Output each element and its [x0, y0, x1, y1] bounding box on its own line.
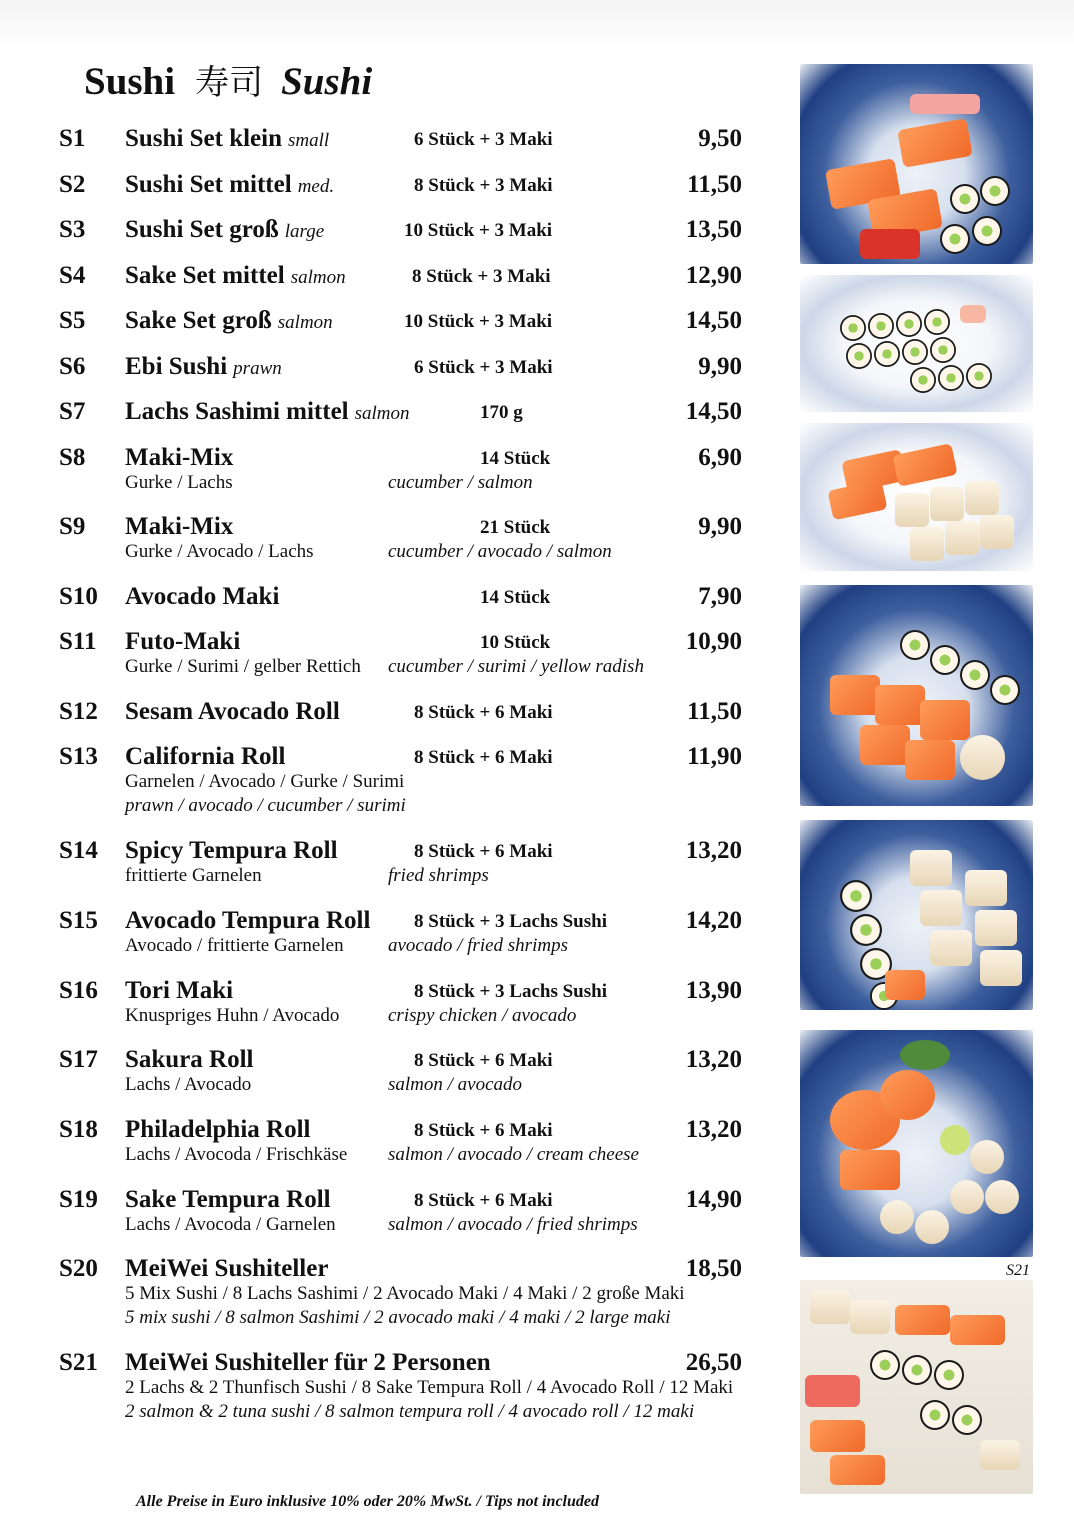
item-name: Lachs Sashimi mittel: [125, 398, 349, 425]
item-title: [125, 215, 324, 247]
item-description-en: avocado / fried shrimps: [388, 935, 568, 956]
item-description-de: Knuspriges Huhn / Avocado: [125, 1005, 340, 1026]
item-description-en: salmon / avocado / fried shrimps: [388, 1214, 638, 1235]
item-price: 10,90: [685, 628, 742, 655]
item-price: 11,90: [687, 743, 742, 770]
photo-s17: [800, 585, 1033, 806]
item-name: California Roll: [125, 743, 286, 770]
item-quantity: 8 Stück + 3 Lachs Sushi: [414, 981, 607, 1002]
item-price: 9,50: [698, 125, 742, 152]
item-name-en: salmon: [354, 403, 410, 424]
item-name: Avocado Maki: [125, 583, 280, 610]
item-price: 7,90: [698, 583, 742, 610]
item-name: Maki-Mix: [125, 513, 234, 540]
photo-s15: [800, 423, 1033, 571]
item-price: 12,90: [685, 262, 742, 289]
item-code: S9: [59, 513, 86, 540]
item-name: Avocado Tempura Roll: [125, 907, 371, 934]
item-name: Sushi Set klein: [125, 125, 283, 152]
item-quantity: 6 Stück + 3 Maki: [414, 129, 553, 150]
item-code: S8: [59, 444, 86, 471]
item-price: 14,50: [685, 398, 742, 425]
item-quantity: 8 Stück + 3 Maki: [412, 266, 551, 287]
item-name: Philadelphia Roll: [125, 1116, 311, 1143]
page-top-shade: [0, 0, 1074, 48]
item-code: S2: [59, 171, 86, 198]
item-description-de: Lachs / Avocoda / Frischkäse: [125, 1144, 348, 1165]
item-description-en: 5 mix sushi / 8 salmon Sashimi / 2 avocado maki / 4 maki / 2 large maki: [125, 1307, 671, 1328]
item-name: Sake Set groß: [125, 307, 272, 334]
item-quantity: 21 Stück: [480, 517, 551, 538]
title-en: Sushi: [281, 60, 373, 103]
item-quantity: 170 g: [480, 402, 523, 423]
item-code: S1: [59, 125, 86, 152]
price-footnote: Alle Preise in Euro inklusive 10% oder 20% MwSt. / Tips not included: [136, 1493, 599, 1510]
item-quantity: 10 Stück + 3 Maki: [404, 311, 553, 332]
item-title: [125, 124, 329, 156]
item-name-en: small: [288, 130, 330, 151]
title-de: Sushi: [84, 60, 176, 103]
item-price: 14,20: [685, 907, 742, 934]
item-code: S4: [59, 262, 86, 289]
item-code: S10: [59, 583, 98, 610]
item-price: 9,90: [698, 513, 742, 540]
item-name: Sushi Set groß: [125, 216, 279, 243]
item-code: S5: [59, 307, 86, 334]
item-description-de: Garnelen / Avocado / Gurke / Surimi: [125, 771, 405, 792]
item-name: MeiWei Sushiteller für 2 Personen: [125, 1349, 491, 1376]
item-price: 14,50: [685, 307, 742, 334]
item-quantity: 14 Stück: [480, 587, 551, 608]
photo-s3: [800, 64, 1033, 264]
item-description-en: cucumber / avocado / salmon: [388, 541, 612, 562]
item-price: 13,50: [685, 216, 742, 243]
item-quantity: 8 Stück + 6 Maki: [414, 841, 553, 862]
photo-label-s21: S21: [1006, 1262, 1030, 1279]
item-price: 14,90: [685, 1186, 742, 1213]
item-title: [125, 170, 334, 202]
item-price: 13,20: [685, 1046, 742, 1073]
item-quantity: 8 Stück + 6 Maki: [414, 1120, 553, 1141]
item-quantity: 10 Stück + 3 Maki: [404, 220, 553, 241]
item-price: 11,50: [687, 698, 742, 725]
item-name: Sesam Avocado Roll: [125, 698, 340, 725]
item-description-de: Gurke / Lachs: [125, 472, 233, 493]
item-name-en: salmon: [290, 267, 346, 288]
item-code: S6: [59, 353, 86, 380]
item-code: S7: [59, 398, 86, 425]
item-description-en: salmon / avocado / cream cheese: [388, 1144, 639, 1165]
item-code: S20: [59, 1255, 98, 1282]
page-title: [84, 58, 372, 107]
item-code: S11: [59, 628, 97, 655]
item-quantity: 8 Stück + 6 Maki: [414, 1050, 553, 1071]
item-name-en: salmon: [277, 312, 333, 333]
item-description-en: cucumber / salmon: [388, 472, 533, 493]
item-description-de: Avocado / frittierte Garnelen: [125, 935, 344, 956]
item-description-de: 2 Lachs & 2 Thunfisch Sushi / 8 Sake Tempura Roll / 4 Avocado Roll / 12 Maki: [125, 1377, 734, 1398]
item-code: S14: [59, 837, 98, 864]
item-title: [125, 397, 410, 429]
item-quantity: 8 Stück + 6 Maki: [414, 1190, 553, 1211]
photo-s20: [800, 1030, 1033, 1257]
item-code: S19: [59, 1186, 98, 1213]
item-code: S3: [59, 216, 86, 243]
item-description-de: Lachs / Avocoda / Garnelen: [125, 1214, 336, 1235]
item-price: 26,50: [685, 1349, 742, 1376]
item-price: 13,20: [685, 1116, 742, 1143]
item-quantity: 10 Stück: [480, 632, 551, 653]
item-quantity: 8 Stück + 6 Maki: [414, 747, 553, 768]
item-quantity: 14 Stück: [480, 448, 551, 469]
item-description-de: Gurke / Avocado / Lachs: [125, 541, 314, 562]
item-name: Sakura Roll: [125, 1046, 254, 1073]
item-code: S15: [59, 907, 98, 934]
item-description-en: salmon / avocado: [388, 1074, 523, 1095]
item-description-en: fried shrimps: [388, 865, 489, 886]
item-name-en: prawn: [233, 358, 282, 379]
item-name: Sake Set mittel: [125, 262, 285, 289]
item-quantity: 8 Stück + 3 Maki: [414, 175, 553, 196]
item-name: Sushi Set mittel: [125, 171, 292, 198]
item-name: Tori Maki: [125, 977, 234, 1004]
item-code: S17: [59, 1046, 98, 1073]
item-description-en: crispy chicken / avocado: [388, 1005, 577, 1026]
item-name: Maki-Mix: [125, 444, 234, 471]
item-code: S13: [59, 743, 98, 770]
item-title: [125, 261, 346, 293]
item-price: 13,90: [685, 977, 742, 1004]
item-quantity: 8 Stück + 6 Maki: [414, 702, 553, 723]
item-quantity: 8 Stück + 3 Lachs Sushi: [414, 911, 607, 932]
item-price: 13,20: [685, 837, 742, 864]
item-code: S12: [59, 698, 98, 725]
item-name-en: med.: [297, 176, 335, 197]
item-name: MeiWei Sushiteller: [125, 1255, 329, 1282]
item-code: S18: [59, 1116, 98, 1143]
item-name: Futo-Maki: [125, 628, 241, 655]
item-description-de: frittierte Garnelen: [125, 865, 262, 886]
photo-s10: [800, 275, 1033, 412]
photo-s18: [800, 820, 1033, 1010]
item-description-de: Lachs / Avocado: [125, 1074, 252, 1095]
item-title: [125, 352, 282, 384]
item-price: 9,90: [698, 353, 742, 380]
item-name: Sake Tempura Roll: [125, 1186, 331, 1213]
title-cjk: 寿司: [195, 63, 264, 103]
item-name-en: large: [284, 221, 325, 242]
item-code: S21: [59, 1349, 98, 1376]
item-description-de: Gurke / Surimi / gelber Rettich: [125, 656, 361, 677]
item-description-de: 5 Mix Sushi / 8 Lachs Sashimi / 2 Avocado Maki / 4 Maki / 2 große Maki: [125, 1283, 685, 1304]
item-description-en: cucumber / surimi / yellow radish: [388, 656, 644, 677]
item-name: Spicy Tempura Roll: [125, 837, 338, 864]
item-price: 18,50: [685, 1255, 742, 1282]
item-description-en: 2 salmon & 2 tuna sushi / 8 salmon tempura roll / 4 avocado roll / 12 maki: [125, 1401, 695, 1422]
item-name: Ebi Sushi: [125, 353, 228, 380]
item-code: S16: [59, 977, 98, 1004]
item-quantity: 6 Stück + 3 Maki: [414, 357, 553, 378]
photo-s21: [800, 1280, 1033, 1494]
item-title: [125, 306, 333, 338]
item-description-en: prawn / avocado / cucumber / surimi: [125, 795, 406, 816]
item-price: 6,90: [698, 444, 742, 471]
item-price: 11,50: [687, 171, 742, 198]
